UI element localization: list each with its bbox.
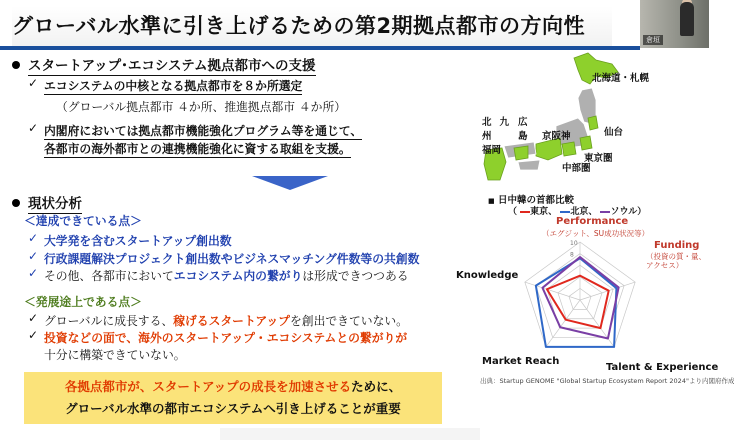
map-label-kyu: 九: [499, 117, 510, 128]
chart-legend: （ 東京、 北京、 ソウル）: [508, 207, 647, 217]
axis-label-knowledge: Knowledge: [456, 270, 519, 281]
check-icon: ✓: [28, 328, 39, 342]
map-region-shikoku: [518, 160, 540, 170]
presenter-name: 倉垣: [643, 35, 663, 45]
section2-heading: 現状分析: [28, 196, 82, 212]
down-arrow-icon: [252, 176, 328, 190]
axis-sublabel-performance: （エグジット、SU成功状況等）: [542, 229, 650, 238]
conclusion-line1: 各拠点都市が、スタートアップの成長を加速させるために、: [64, 379, 402, 394]
page-title: グローバル水準に引き上げるための第2期拠点都市の方向性: [12, 6, 612, 46]
achieved-heading: ＜達成できている点＞: [24, 214, 142, 228]
axis-label-performance: Performance: [556, 216, 629, 227]
conclusion-box: [24, 372, 442, 424]
map-region-hiroshima: [514, 146, 528, 160]
check-icon: ✓: [28, 231, 39, 245]
legend-beijing: 北京: [570, 207, 589, 217]
achieved-item: 行政課題解決プロジェクト創出数やビジネスマッチング件数等の共創数: [44, 252, 420, 266]
conclusion-line2: グローバル水準の都市エコシステムへ引き上げることが重要: [65, 401, 401, 416]
section1-item1: エコシステムの中核となる拠点都市を８か所選定: [44, 79, 303, 93]
check-icon: ✓: [28, 266, 39, 280]
check-icon: ✓: [28, 76, 39, 90]
presenter-video[interactable]: [640, 0, 709, 48]
radar-tick-label: 10: [570, 240, 578, 247]
map-label-kitakyushu: [482, 116, 509, 158]
axis-label-funding: Funding: [654, 240, 700, 251]
section2-bullet: [12, 199, 20, 207]
map-label-tokyo: 東京圏: [584, 153, 613, 164]
section1-heading: スタートアップ･エコシステム拠点都市への支援: [28, 58, 316, 74]
section1-item1-note: （グローバル拠点都市 ４か所、推進拠点都市 ４か所）: [56, 100, 347, 114]
developing-heading: ＜発展途上である点＞: [24, 295, 142, 309]
axis-sublabel-funding: （投資の質・量、 アクセス）: [646, 252, 706, 270]
check-icon: ✓: [28, 121, 39, 135]
section1-bullet: [12, 61, 20, 69]
map-label-chubu: 中部圏: [562, 163, 591, 174]
legend-seoul: ソウル: [610, 207, 638, 217]
map-label-shu: 州: [482, 131, 492, 142]
bottom-bar: [220, 428, 480, 440]
japan-map: [456, 50, 666, 190]
chart-source: 出典：Startup GENOME "Global Startup Ecosystem Report 2024"より内閣府作成: [480, 377, 734, 385]
achieved-item: 大学発を含むスタートアップ創出数: [44, 234, 232, 248]
axis-label-talent: Talent & Experience: [606, 362, 719, 373]
chart-title: ■ 日中韓の首都比較: [488, 195, 574, 206]
map-label-keihanshin: 京阪神: [542, 131, 571, 142]
section1-item2-line2: 各都市の海外都市との連携機能強化に資する取組を支援。: [44, 142, 351, 156]
presenter-body: [680, 2, 694, 36]
developing-item: 投資などの面で、海外のスタートアップ・エコシステムとの繋がりが: [44, 331, 408, 345]
map-label-fukuoka: 福岡: [482, 145, 502, 156]
achieved-item: その他、各都市においてエコシステム内の繋がりは形成できつつある: [44, 269, 409, 283]
section1-item2-line1: 内閣府においては拠点都市機能強化プログラム等を通じて、: [44, 124, 363, 138]
developing-item-cont: 十分に構築できていない。: [44, 348, 186, 362]
axis-label-market: Market Reach: [482, 356, 560, 367]
check-icon: ✓: [28, 249, 39, 263]
map-label-kita: 北: [482, 117, 492, 128]
check-icon: ✓: [28, 311, 39, 325]
map-region-tokyo: [580, 136, 592, 150]
radar-tick-label: 8: [570, 251, 574, 259]
map-label-hiroshima: 広 島: [518, 117, 528, 142]
map-region-chubu: [562, 142, 576, 156]
developing-item: グローバルに成長する、稼げるスタートアップを創出できていない。: [44, 314, 408, 328]
map-region-sendai: [588, 116, 598, 130]
legend-tokyo: 東京: [530, 207, 549, 217]
map-label-sendai: 仙台: [604, 127, 624, 138]
map-label-hokkaido: 北海道・札幌: [592, 73, 650, 84]
